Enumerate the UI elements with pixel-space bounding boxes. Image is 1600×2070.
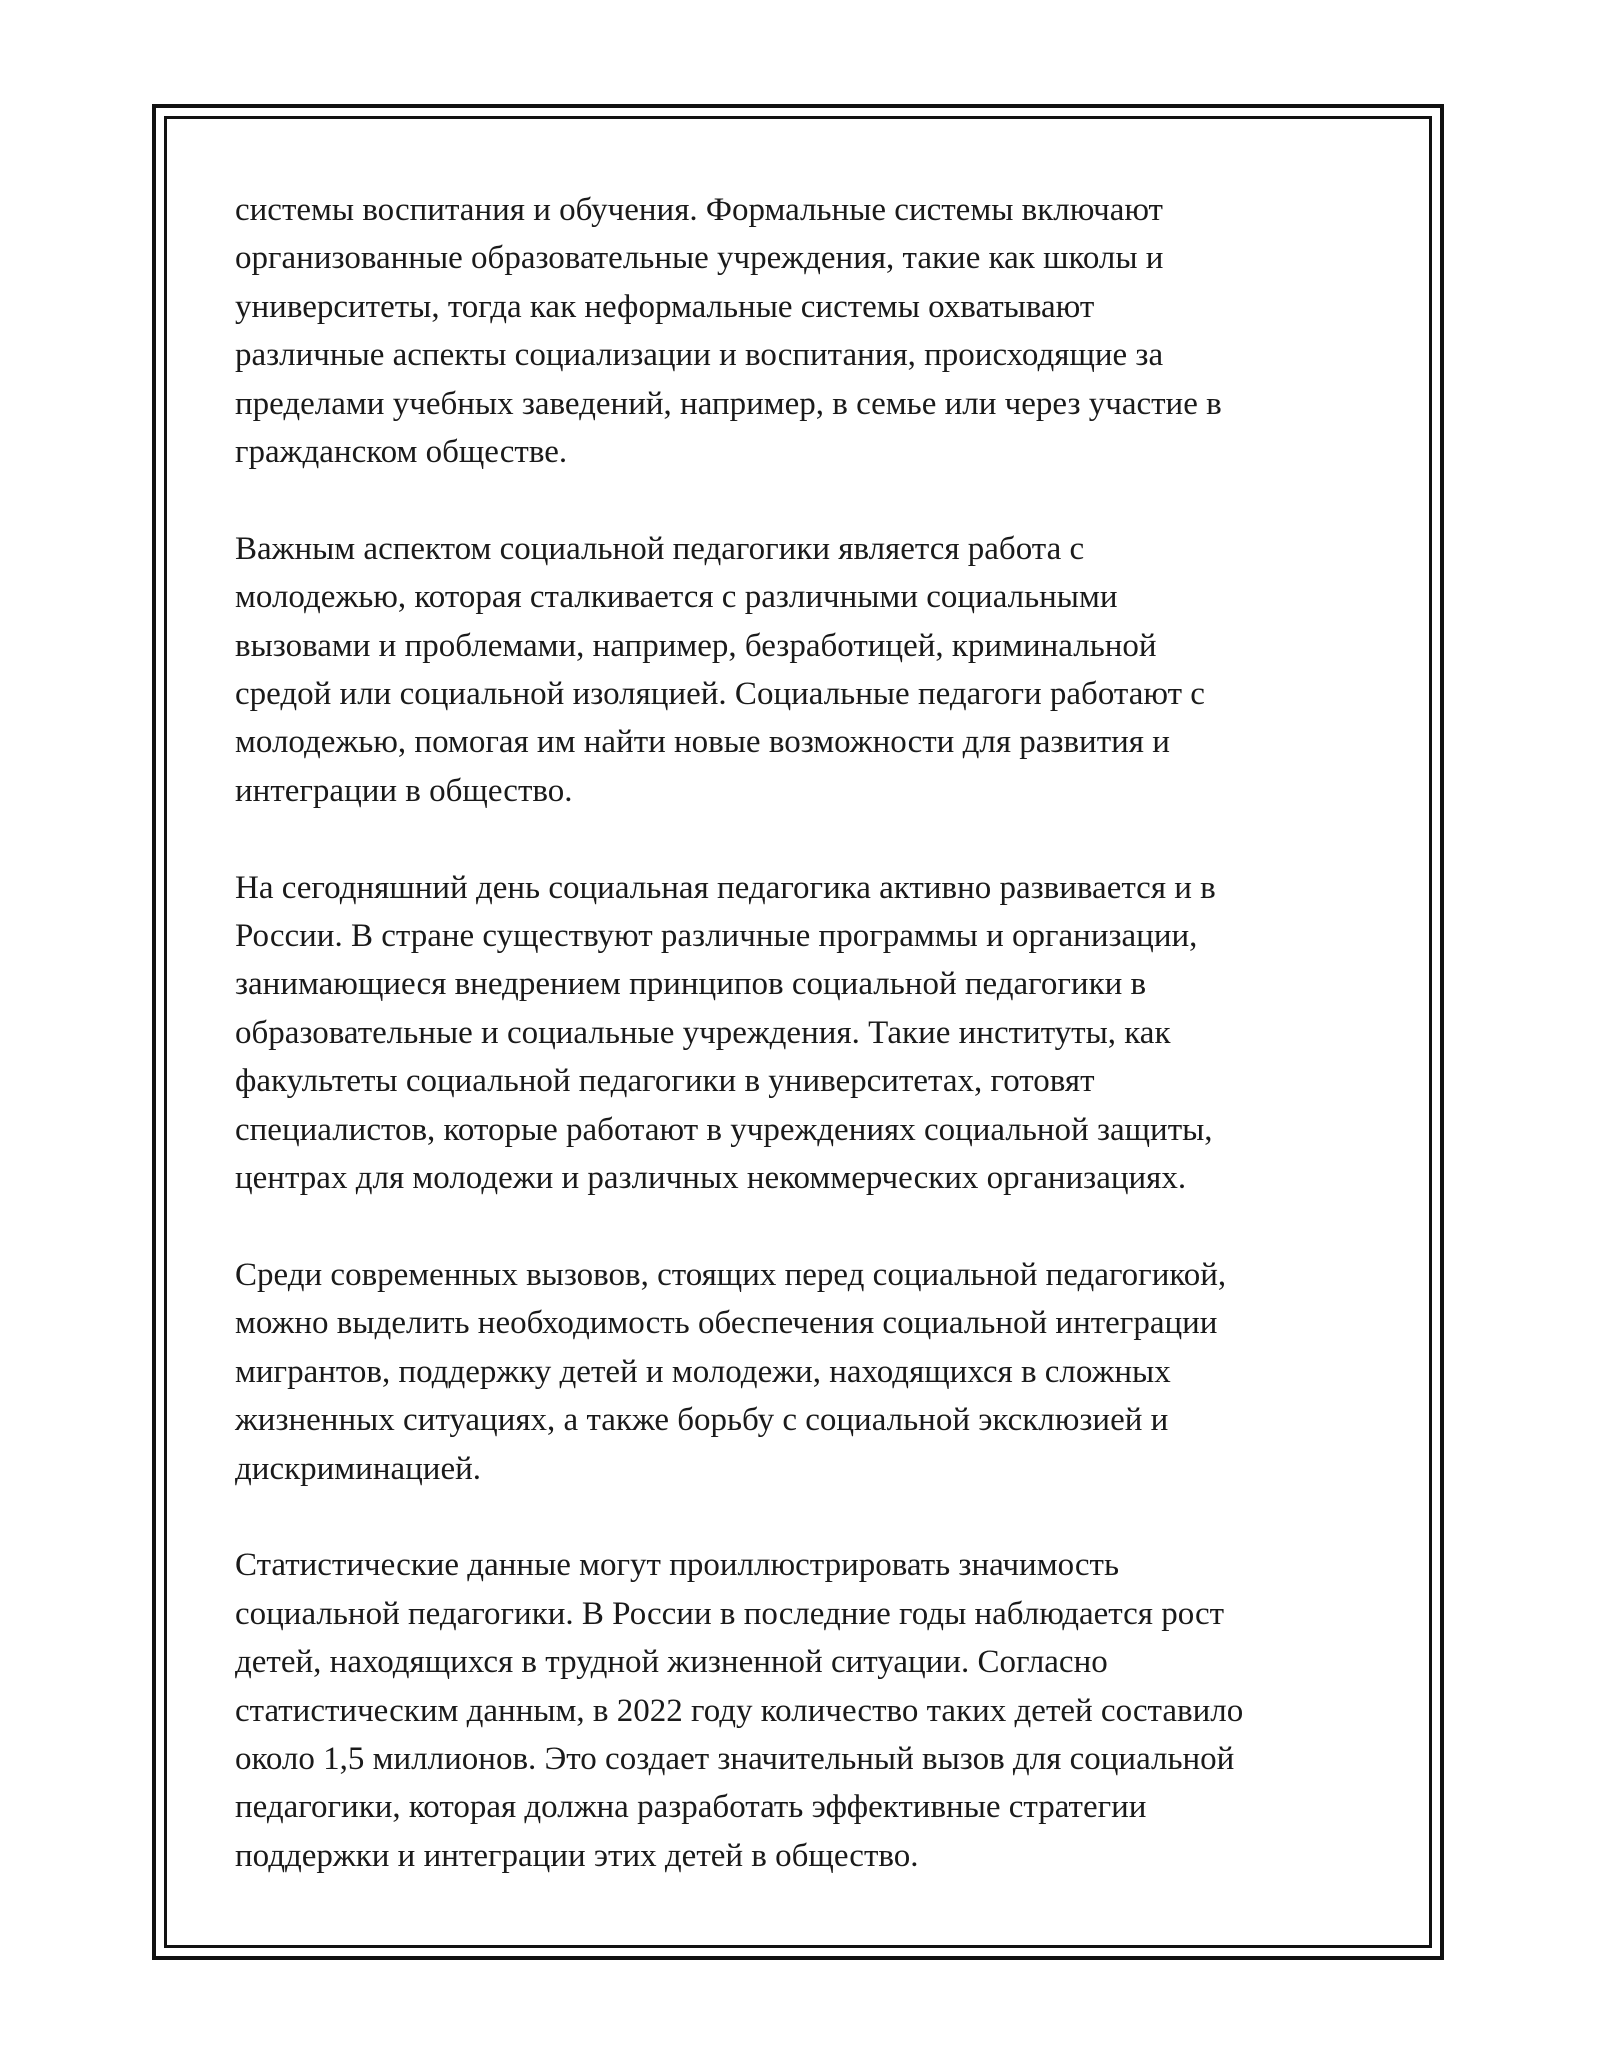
text-line: пределами учебных заведений, например, в семье или через участие в	[235, 385, 1222, 422]
text-line: интеграции в общество.	[235, 772, 573, 809]
text-line: Среди современных вызовов, стоящих перед социальной педагогикой,	[235, 1256, 1227, 1293]
text-line: образовательные и социальные учреждения. Такие институты, как	[235, 1014, 1171, 1051]
document-body	[235, 186, 1365, 1929]
paragraph-modern-challenges	[235, 1251, 1365, 1493]
text-line: На сегодняшний день социальная педагогика активно развивается и в	[235, 869, 1216, 906]
text-line: мигрантов, поддержку детей и молодежи, находящихся в сложных	[235, 1353, 1171, 1390]
text-line: центрах для молодежи и различных некоммерческих организациях.	[235, 1160, 1187, 1197]
text-line: вызовами и проблемами, например, безработицей, криминальной	[235, 627, 1157, 664]
text-line: России. В стране существуют различные программы и организации,	[235, 918, 1198, 955]
text-line: специалистов, которые работают в учреждениях социальной защиты,	[235, 1111, 1213, 1148]
paragraph-youth-work	[235, 525, 1365, 815]
text-line: жизненных ситуациях, а также борьбу с социальной эксклюзией и	[235, 1402, 1169, 1439]
text-line: различные аспекты социализации и воспитания, происходящие за	[235, 337, 1164, 374]
text-line: факультеты социальной педагогики в университетах, готовят	[235, 1063, 1095, 1100]
text-line: детей, находящихся в трудной жизненной ситуации. Согласно	[235, 1644, 1108, 1681]
text-line: около 1,5 миллионов. Это создает значительный вызов для социальной	[235, 1740, 1235, 1777]
text-line: системы воспитания и обучения. Формальные системы включают	[235, 192, 1163, 228]
text-line: молодежью, которая сталкивается с различными социальными	[235, 579, 1118, 616]
text-line: социальной педагогики. В России в последние годы наблюдается рост	[235, 1595, 1225, 1632]
text-line: организованные образовательные учреждения, такие как школы и	[235, 240, 1164, 277]
paragraph-statistics	[235, 1541, 1365, 1880]
text-line: Важным аспектом социальной педагогики является работа с	[235, 530, 1085, 567]
text-line: средой или социальной изоляцией. Социальные педагоги работают с	[235, 676, 1205, 713]
text-line: дискриминацией.	[235, 1450, 482, 1487]
text-line: статистическим данным, в 2022 году количество таких детей составило	[235, 1692, 1244, 1729]
text-line: педагогики, которая должна разработать эффективные стратегии	[235, 1789, 1147, 1826]
text-line: университеты, тогда как неформальные системы охватывают	[235, 288, 1095, 325]
paragraph-russia-development	[235, 864, 1365, 1203]
text-line: Статистические данные могут проиллюстрировать значимость	[235, 1547, 1120, 1584]
text-line: поддержки и интеграции этих детей в общество.	[235, 1837, 919, 1874]
text-line: молодежью, помогая им найти новые возможности для развития и	[235, 724, 1170, 761]
text-line: гражданском обществе.	[235, 434, 568, 471]
text-line: можно выделить необходимость обеспечения социальной интеграции	[235, 1305, 1218, 1342]
text-line: занимающиеся внедрением принципов социальной педагогики в	[235, 966, 1147, 1003]
paragraph-formal-informal-systems	[235, 186, 1365, 476]
